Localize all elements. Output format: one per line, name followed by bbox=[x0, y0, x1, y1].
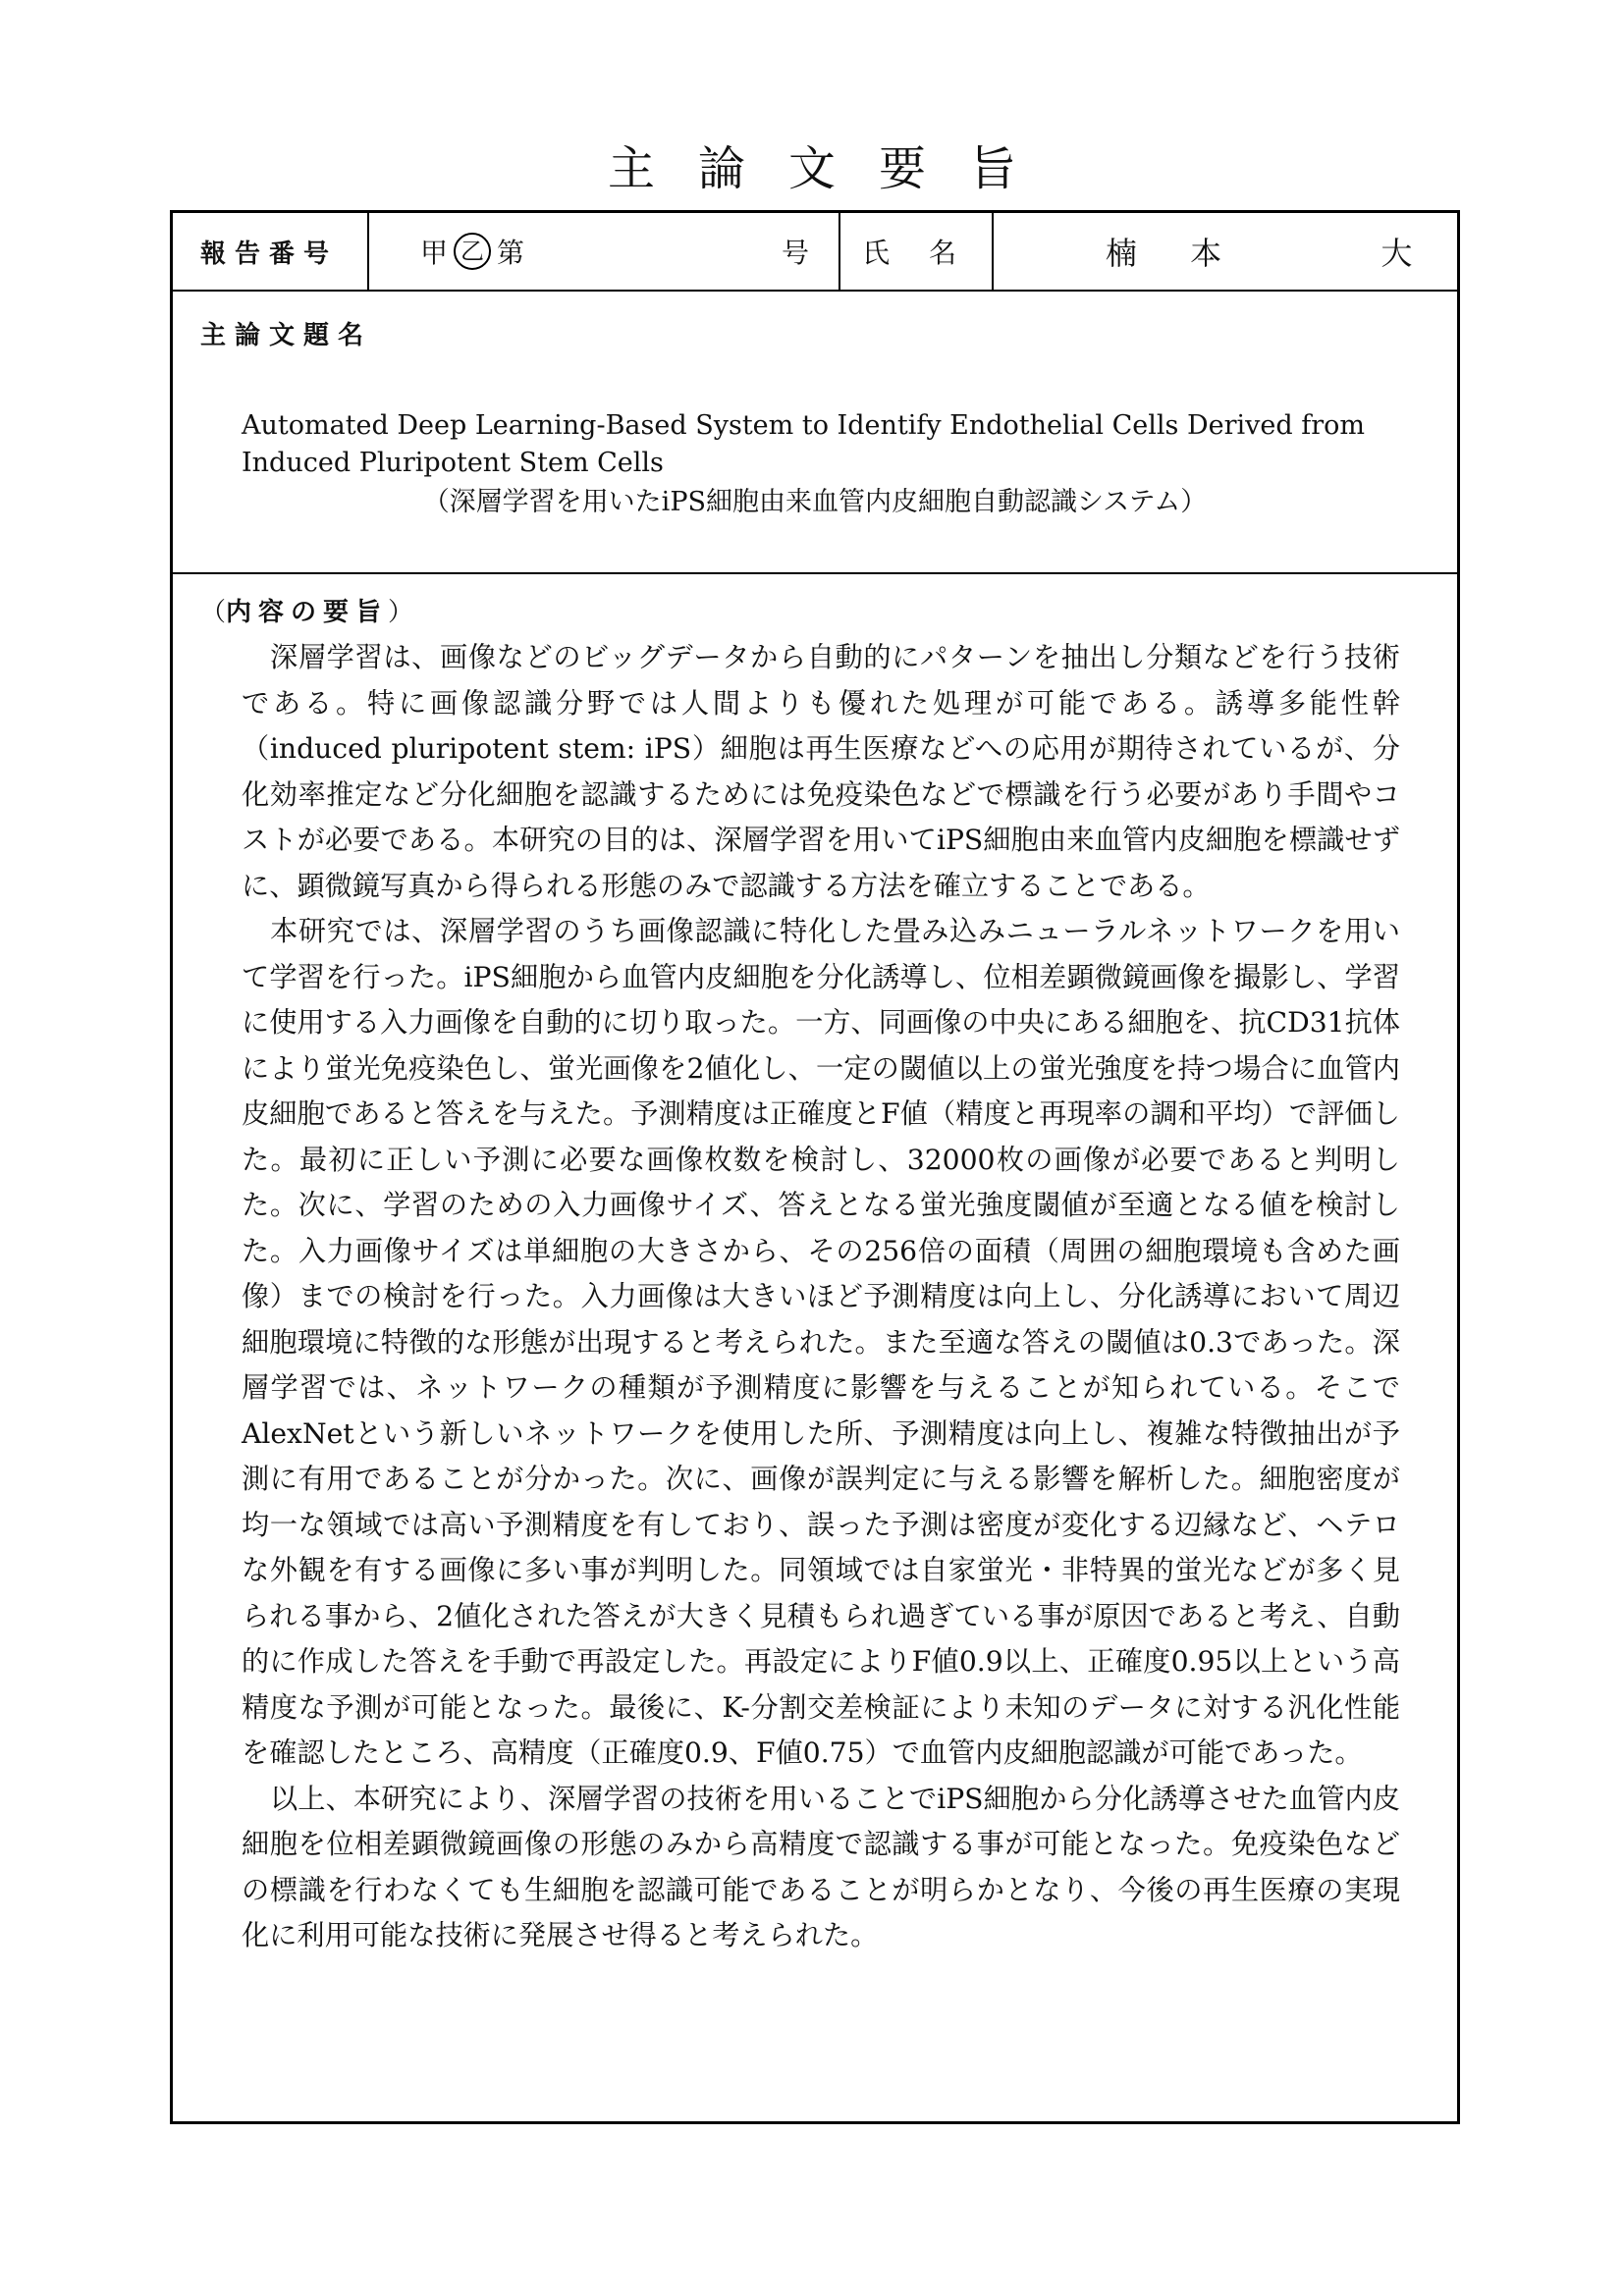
divider bbox=[367, 213, 369, 290]
thesis-title-label: 主論文題名 bbox=[200, 321, 373, 350]
name-label: 氏 名 bbox=[862, 237, 963, 269]
thesis-title-section bbox=[173, 292, 1457, 574]
open-paren: （ bbox=[200, 598, 227, 627]
divider bbox=[839, 213, 840, 290]
abstract-form bbox=[170, 210, 1460, 2124]
thesis-title-english: Automated Deep Learning-Based System to Identify Endothelial Cells Derived from Induced Pluripotent Stem Cells bbox=[242, 410, 1365, 478]
thesis-title-japanese: （深層学習を用いたiPS細胞由来血管内皮細胞自動認識システム） bbox=[422, 487, 1208, 517]
report-number-field bbox=[420, 213, 524, 290]
ko-mark: 甲 bbox=[420, 237, 449, 269]
dai-mark: 第 bbox=[497, 237, 525, 269]
abstract-paragraph-3: 以上、本研究により、深層学習の技術を用いることでiPS細胞から分化誘導させた血管内皮細胞を位相差顕微鏡画像の形態のみから高精度で認識する事が可能となった。免疫染色などの標識を行わなくても生細胞を認識可能であることが明らかとなり、今後の再生医療の実現化に利用可能な技術に発展させ得ると考えられた。 bbox=[242, 1782, 1400, 1951]
go-mark: 号 bbox=[782, 237, 810, 269]
divider bbox=[992, 213, 994, 290]
abstract-paragraph-2: 本研究では、深層学習のうち画像認識に特化した畳み込みニューラルネットワークを用いて学習を行った。iPS細胞から血管内皮細胞を分化誘導し、位相差顕微鏡画像を撮影し、学習に使用する入力画像を自動的に切り取った。一方、同画像の中央にある細胞を、抗CD31抗体により蛍光免疫染色し、蛍光画像を2値化し、一定の閾値以上の蛍光強度を持つ場合に血管内皮細胞であると答えを与えた。予測精度は正確度とF値（精度と再現率の調和平均）で評価した。最初に正しい予測に必要な画像枚数を検討し、32000枚の画像が必要であると判明した。次に、学習のための入力画像サイズ、答えとなる蛍光強度閾値が至適となる値を検討した。入力画像サイズは単細胞の大きさから、その256倍の面積（周囲の細胞環境も含めた画像）までの検討を行った。入力画像は大きいほど予測精度は向上し、分化誘導において周辺細胞環境に特徴的な形態が出現すると考えられた。また至適な答えの閾値は0.3であった。深層学習では、ネットワークの種類が予測精度に影響を与えることが知られている。そこでAlexNetという新しいネットワークを使用した所、予測精度は向上し、複雑な特徴抽出が予測に有用であることが分かった。次に、画像が誤判定に与える影響を解析した。細胞密度が均一な領域では高い予測精度を有しており、誤った予測は密度が変化する辺縁など、ヘテロな外観を有する画像に多い事が判明した。同領域では自家蛍光・非特異的蛍光などが多く見られる事から、2値化された答えが大きく見積もられ過ぎている事が原因であると考え、自動的に作成した答えを手動で再設定した。再設定によりF値0.9以上、正確度0.95以上という高精度な予測が可能となった。最後に、K-分割交差検証により未知のデータに対する汎化性能を確認したところ、高精度（正確度0.9、F値0.75）で血管内皮細胞認識が可能であった。 bbox=[242, 915, 1400, 1769]
abstract-paragraph-1: 深層学習は、画像などのビッグデータから自動的にパターンを抽出し分類などを行う技術である。特に画像認識分野では人間よりも優れた処理が可能である。誘導多能性幹（induced pluripotent stem: iPS）細胞は再生医療などへの応用が期待されているが、分化効率推定など分化細胞を認識するためには免疫染色などで標識を行う必要があり手間やコストが必要である。本研究の目的は、深層学習を用いてiPS細胞由来血管内皮細胞を標識せずに、顕微鏡写真から得られる形態のみで認識する方法を確立することである。 bbox=[242, 641, 1400, 902]
content-label-text: 内容の要旨 bbox=[226, 598, 389, 627]
otsu-circled-mark: 乙 bbox=[454, 233, 491, 270]
document-title: 主論文要旨 bbox=[607, 141, 1059, 196]
report-number-label: 報告番号 bbox=[200, 239, 339, 269]
content-summary-label bbox=[200, 592, 413, 628]
name-value: 楠 本 大 bbox=[1106, 235, 1435, 272]
header-row bbox=[173, 213, 1457, 292]
close-paren: ） bbox=[388, 598, 414, 627]
abstract-body bbox=[242, 635, 1400, 1959]
